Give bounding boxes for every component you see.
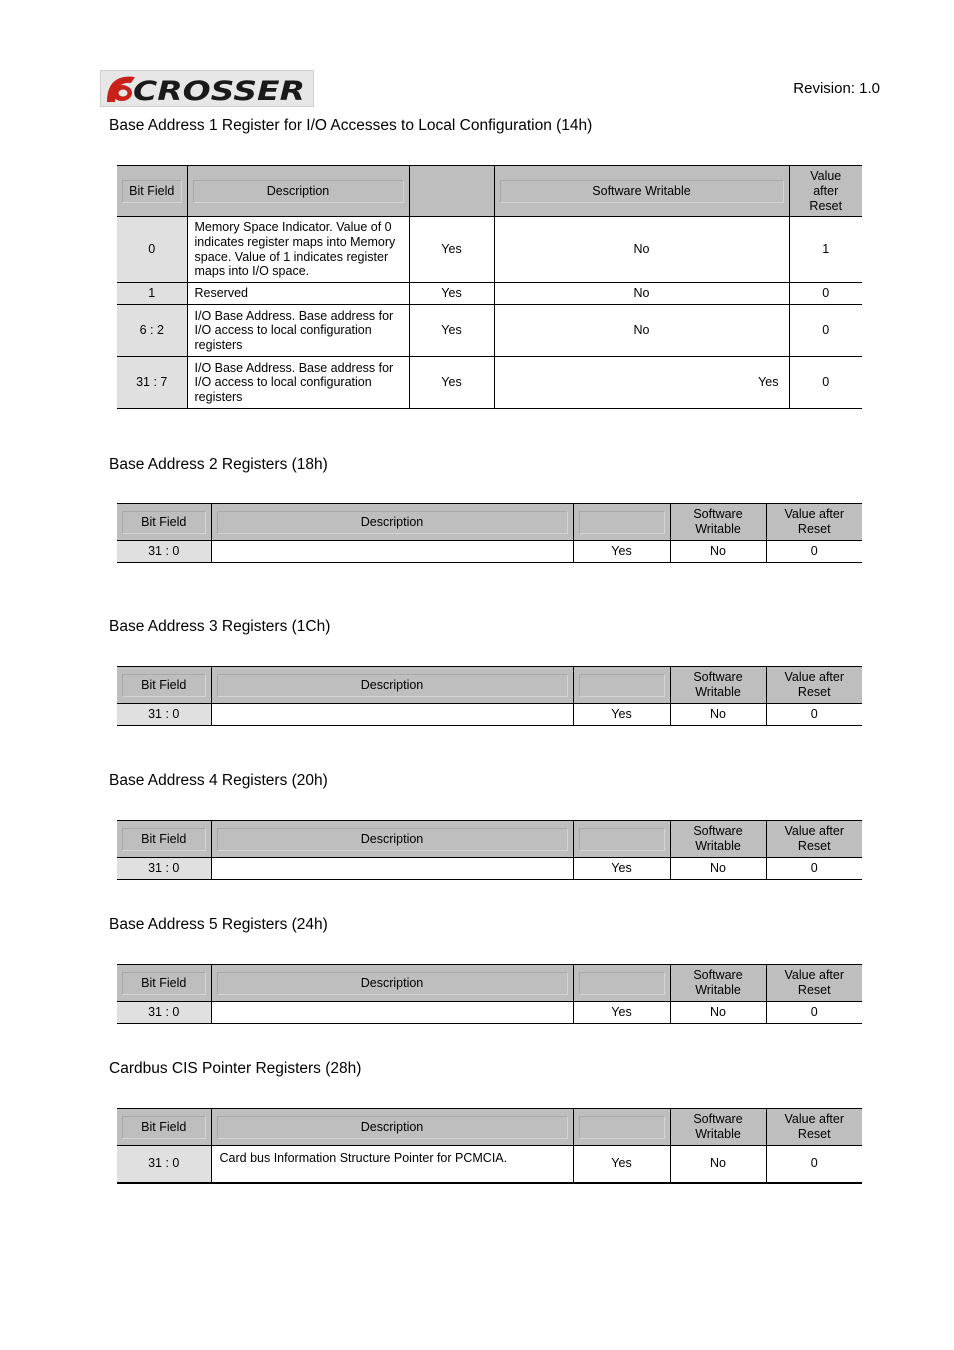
software-writable-cell: No <box>670 1002 766 1024</box>
reset-value-cell: 0 <box>766 1146 862 1183</box>
bit-field-cell: 6 : 2 <box>117 305 187 357</box>
section-title: Base Address 5 Registers (24h) <box>109 916 328 933</box>
description-cell: Card bus Information Structure Pointer for PCMCIA. <box>211 1146 573 1183</box>
table-row <box>117 357 862 409</box>
register-table <box>117 1108 862 1184</box>
reset-value-cell: 0 <box>766 704 862 726</box>
software-writable-cell: No <box>494 217 789 283</box>
bit-field-cell: 0 <box>117 217 187 283</box>
col-bit-field: Bit Field <box>117 667 211 704</box>
register-table <box>117 503 862 563</box>
bit-field-cell: 31 : 7 <box>117 357 187 409</box>
reset-value-cell: 0 <box>766 541 862 563</box>
software-writable-cell: No <box>494 283 789 305</box>
acrosser-logo <box>100 70 314 107</box>
register-table <box>117 165 862 409</box>
col-bit-field: Bit Field <box>117 965 211 1002</box>
col-value-after-reset: Value after Reset <box>766 965 862 1002</box>
col-description: Description <box>211 965 573 1002</box>
reset-value-cell: 0 <box>789 357 862 409</box>
col-blank <box>573 965 670 1002</box>
col-description: Description <box>187 166 409 217</box>
description-cell <box>211 541 573 563</box>
software-writable-cell: Yes <box>494 357 789 409</box>
description-cell: Reserved <box>187 283 409 305</box>
bit-field-cell: 31 : 0 <box>117 1002 211 1024</box>
reset-value-cell: 1 <box>789 217 862 283</box>
col-blank <box>573 667 670 704</box>
col-value-after-reset: Value after Reset <box>766 1109 862 1146</box>
bit-field-cell: 31 : 0 <box>117 704 211 726</box>
access-cell: Yes <box>409 305 494 357</box>
access-cell: Yes <box>573 1146 670 1183</box>
description-cell: I/O Base Address. Base address for I/O access to local configuration registers <box>187 305 409 357</box>
acrosser-logo-mark <box>101 71 313 106</box>
table-row <box>117 541 862 563</box>
software-writable-cell: No <box>670 704 766 726</box>
col-value-after-reset: Value after Reset <box>789 166 862 217</box>
software-writable-cell: No <box>670 541 766 563</box>
bit-field-cell: 31 : 0 <box>117 1146 211 1183</box>
col-blank <box>409 166 494 217</box>
access-cell: Yes <box>409 357 494 409</box>
col-blank <box>573 1109 670 1146</box>
col-bit-field: Bit Field <box>117 1109 211 1146</box>
table-row <box>117 305 862 357</box>
col-description: Description <box>211 667 573 704</box>
logo-wordmark: CROSSER <box>133 76 305 106</box>
col-description: Description <box>211 821 573 858</box>
register-table <box>117 964 862 1024</box>
table-row <box>117 1002 862 1024</box>
software-writable-cell: No <box>670 1146 766 1183</box>
col-blank <box>573 504 670 541</box>
reset-value-cell: 0 <box>789 305 862 357</box>
col-bit-field: Bit Field <box>117 504 211 541</box>
table-row <box>117 858 862 880</box>
section-title: Base Address 2 Registers (18h) <box>109 456 328 473</box>
software-writable-cell: No <box>494 305 789 357</box>
reset-value-cell: 0 <box>789 283 862 305</box>
col-software-writable: Software Writable <box>670 1109 766 1146</box>
section-title: Base Address 1 Register for I/O Accesses to Local Configuration (14h) <box>109 117 593 134</box>
col-description: Description <box>211 504 573 541</box>
table-row <box>117 704 862 726</box>
table-row <box>117 1146 862 1183</box>
software-writable-cell: No <box>670 858 766 880</box>
access-cell: Yes <box>573 704 670 726</box>
section-title: Base Address 3 Registers (1Ch) <box>109 618 331 635</box>
col-software-writable: Software Writable <box>670 504 766 541</box>
reset-value-cell: 0 <box>766 858 862 880</box>
col-software-writable: Software Writable <box>670 821 766 858</box>
col-value-after-reset: Value after Reset <box>766 504 862 541</box>
col-software-writable: Software Writable <box>670 667 766 704</box>
bit-field-cell: 31 : 0 <box>117 858 211 880</box>
description-cell: I/O Base Address. Base address for I/O access to local configuration registers <box>187 357 409 409</box>
col-blank <box>573 821 670 858</box>
description-cell <box>211 1002 573 1024</box>
access-cell: Yes <box>573 541 670 563</box>
access-cell: Yes <box>573 858 670 880</box>
bit-field-cell: 1 <box>117 283 187 305</box>
reset-value-cell: 0 <box>766 1002 862 1024</box>
col-description: Description <box>211 1109 573 1146</box>
col-value-after-reset: Value after Reset <box>766 821 862 858</box>
bit-field-cell: 31 : 0 <box>117 541 211 563</box>
table-row <box>117 283 862 305</box>
col-bit-field: Bit Field <box>117 821 211 858</box>
revision-label: Revision: 1.0 <box>793 80 880 97</box>
section-title: Base Address 4 Registers (20h) <box>109 772 328 789</box>
access-cell: Yes <box>409 217 494 283</box>
description-cell <box>211 704 573 726</box>
description-cell: Memory Space Indicator. Value of 0 indicates register maps into Memory space. Value of 1 indicates register maps into I/O space. <box>187 217 409 283</box>
col-software-writable: Software Writable <box>670 965 766 1002</box>
col-software-writable: Software Writable <box>494 166 789 217</box>
register-table <box>117 666 862 726</box>
table-row <box>117 217 862 283</box>
access-cell: Yes <box>573 1002 670 1024</box>
register-table <box>117 820 862 880</box>
col-value-after-reset: Value after Reset <box>766 667 862 704</box>
description-cell <box>211 858 573 880</box>
section-title: Cardbus CIS Pointer Registers (28h) <box>109 1060 362 1077</box>
col-bit-field: Bit Field <box>117 166 187 217</box>
access-cell: Yes <box>409 283 494 305</box>
